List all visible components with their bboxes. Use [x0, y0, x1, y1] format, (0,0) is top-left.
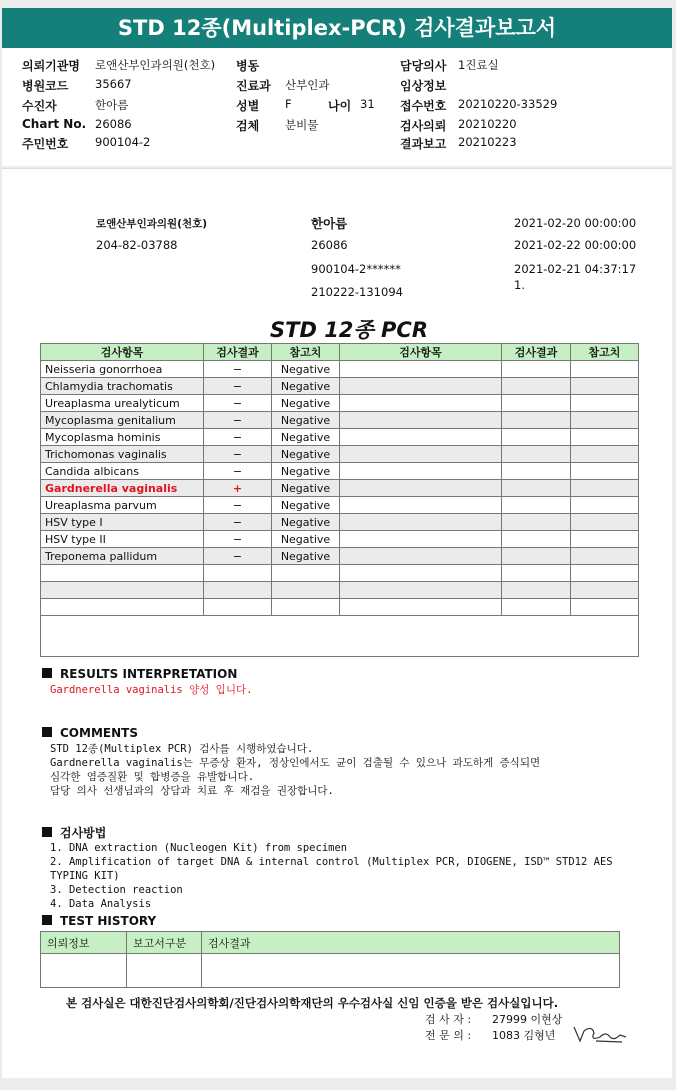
age-label: 나이	[328, 99, 352, 113]
result-sheet	[2, 168, 672, 1078]
table-row	[41, 497, 639, 514]
dept-value: 산부인과	[285, 78, 330, 92]
history-row	[41, 954, 620, 988]
comments-heading: COMMENTS	[42, 726, 138, 740]
test-result: −	[204, 361, 272, 378]
report-title-bar: STD 12종(Multiplex-PCR) 검사결과보고서	[2, 8, 672, 48]
clinic-name: 로앤산부인과의원(천호)	[96, 218, 208, 230]
square-bullet-icon	[42, 668, 52, 678]
signature-mark	[570, 1021, 630, 1047]
test-item: Chlamydia trachomatis	[41, 378, 204, 395]
table-row-empty	[41, 582, 639, 599]
dept-label: 진료과	[236, 79, 271, 93]
test-result: −	[204, 514, 272, 531]
test-reference: Negative	[272, 361, 340, 378]
doctor-label: 담당의사	[400, 59, 447, 73]
clinical-label: 임상정보	[400, 79, 447, 93]
table-row	[41, 463, 639, 480]
table-row	[41, 395, 639, 412]
col-test-item: 검사항목	[41, 344, 204, 361]
sex-label: 성별	[236, 99, 260, 113]
col-request-info: 의뢰정보	[41, 932, 127, 954]
col-report-type: 보고서구분	[127, 932, 202, 954]
comments-line: STD 12종(Multiplex PCR) 검사를 시행하였습니다.	[50, 743, 314, 755]
square-bullet-icon	[42, 915, 52, 925]
date-reported: 2021-02-22 00:00:00	[514, 238, 637, 252]
test-result: −	[204, 395, 272, 412]
test-item-positive: Gardnerella vaginalis	[41, 480, 204, 497]
test-reference: Negative	[272, 378, 340, 395]
square-bullet-icon	[42, 827, 52, 837]
patient-label: 수진자	[22, 99, 57, 113]
results-heading: RESULTS INTERPRETATION	[42, 667, 237, 681]
test-item: Treponema pallidum	[41, 548, 204, 565]
history-heading: TEST HISTORY	[42, 914, 156, 928]
specimen-label: 검체	[236, 119, 260, 133]
test-item: Mycoplasma genitalium	[41, 412, 204, 429]
table-row	[41, 548, 639, 565]
method-line: 4. Data Analysis	[50, 898, 152, 910]
test-item: Trichomonas vaginalis	[41, 446, 204, 463]
test-item: Candida albicans	[41, 463, 204, 480]
history-header-row	[41, 932, 620, 954]
specialist-label: 전 문 의 :	[425, 1029, 472, 1042]
table-row-positive	[41, 480, 639, 497]
history-table	[40, 931, 620, 988]
test-result: −	[204, 429, 272, 446]
test-reference: Negative	[272, 395, 340, 412]
test-reference: Negative	[272, 412, 340, 429]
test-reference: Negative	[272, 548, 340, 565]
test-item: Mycoplasma hominis	[41, 429, 204, 446]
receipt-value: 20210220-33529	[458, 97, 558, 111]
method-line: 1. DNA extraction (Nucleogen Kit) from specimen	[50, 842, 348, 854]
col-reference-2: 참고치	[571, 344, 639, 361]
table-row	[41, 531, 639, 548]
table-row	[41, 446, 639, 463]
hospcode-value: 35667	[95, 77, 132, 91]
patient-name: 한아름	[311, 216, 348, 231]
test-result: −	[204, 463, 272, 480]
specimen-value: 분비물	[285, 118, 319, 132]
id-value: 900104-2	[95, 135, 151, 149]
date-collected: 2021-02-20 00:00:00	[514, 216, 637, 230]
test-reference: Negative	[272, 446, 340, 463]
sex-value: F	[285, 97, 292, 111]
method-heading: 검사방법	[42, 824, 106, 841]
chart-label: Chart No.	[22, 117, 87, 131]
table-row-empty	[41, 599, 639, 616]
test-result-positive: +	[204, 480, 272, 497]
method-line: 3. Detection reaction	[50, 884, 183, 896]
test-result: −	[204, 378, 272, 395]
test-item: HSV type II	[41, 531, 204, 548]
ward-label: 병동	[236, 59, 260, 73]
date-tested: 2021-02-21 04:37:17	[514, 262, 637, 276]
receipt-label: 접수번호	[400, 99, 447, 113]
lab-receipt-number: 210222-131094	[311, 285, 403, 299]
test-reference: Negative	[272, 429, 340, 446]
test-reference: Negative	[272, 531, 340, 548]
test-reference: Negative	[272, 497, 340, 514]
table-row	[41, 429, 639, 446]
test-result: −	[204, 531, 272, 548]
examiner-value: 27999 이현상	[492, 1013, 563, 1026]
client-value: 로앤산부인과의원(천호)	[95, 58, 216, 72]
test-result: −	[204, 412, 272, 429]
results-text: Gardnerella vaginalis 양성 입니다.	[50, 684, 253, 696]
method-line: TYPING KIT)	[50, 870, 120, 882]
square-bullet-icon	[42, 727, 52, 737]
age-value: 31	[360, 97, 375, 111]
test-result: −	[204, 497, 272, 514]
patient-value: 한아름	[95, 98, 129, 112]
resident-number: 900104-2******	[311, 262, 401, 276]
report-date-label: 결과보고	[400, 137, 447, 151]
col-reference: 참고치	[272, 344, 340, 361]
test-reference: Negative	[272, 514, 340, 531]
page-number: 1.	[514, 278, 525, 292]
doctor-value: 1진료실	[458, 58, 499, 72]
test-item: HSV type I	[41, 514, 204, 531]
report-header	[2, 48, 672, 166]
client-label: 의뢰기관명	[22, 59, 80, 73]
result-table	[40, 343, 639, 657]
comments-line: 심각한 염증질환 및 합병증을 유발합니다.	[50, 771, 255, 783]
col-result: 검사결과	[204, 344, 272, 361]
report-date-value: 20210223	[458, 135, 517, 149]
test-item: Neisseria gonorrhoea	[41, 361, 204, 378]
test-reference: Negative	[272, 480, 340, 497]
table-row	[41, 378, 639, 395]
test-item: Ureaplasma urealyticum	[41, 395, 204, 412]
comments-line: Gardnerella vaginalis는 무증상 환자, 정상인에서도 균이 검출될 수 있으나 과도하게 증식되면	[50, 757, 541, 769]
certification-notice: 본 검사실은 대한진단검사의학회/진단검사의학재단의 우수검사실 신임 인증을 받은 검사실입니다.	[66, 996, 559, 1010]
col-test-item-2: 검사항목	[340, 344, 502, 361]
patient-chart: 26086	[311, 238, 348, 252]
method-line: 2. Amplification of target DNA & internal control (Multiplex PCR, DIOGENE, ISD™ STD12 AES	[50, 856, 613, 868]
table-row-empty	[41, 565, 639, 582]
table-row	[41, 361, 639, 378]
specialist-value: 1083 김형년	[492, 1029, 556, 1042]
col-result-2: 검사결과	[502, 344, 571, 361]
request-value: 20210220	[458, 117, 517, 131]
test-result: −	[204, 446, 272, 463]
request-label: 검사의뢰	[400, 119, 447, 133]
test-item: Ureaplasma parvum	[41, 497, 204, 514]
business-number: 204-82-03788	[96, 238, 178, 252]
table-notes-row	[41, 616, 639, 657]
table-row	[41, 514, 639, 531]
col-test-result: 검사결과	[202, 932, 620, 954]
result-table-header	[41, 344, 639, 361]
id-label: 주민번호	[22, 137, 69, 151]
table-row	[41, 412, 639, 429]
chart-value: 26086	[95, 117, 132, 131]
test-result: −	[204, 548, 272, 565]
comments-line: 담당 의사 선생님과의 상담과 치료 후 재검을 권장합니다.	[50, 785, 334, 797]
result-table-title: STD 12종 PCR	[270, 318, 428, 342]
test-reference: Negative	[272, 463, 340, 480]
examiner-label: 검 사 자 :	[425, 1013, 472, 1026]
hospcode-label: 병원코드	[22, 79, 69, 93]
